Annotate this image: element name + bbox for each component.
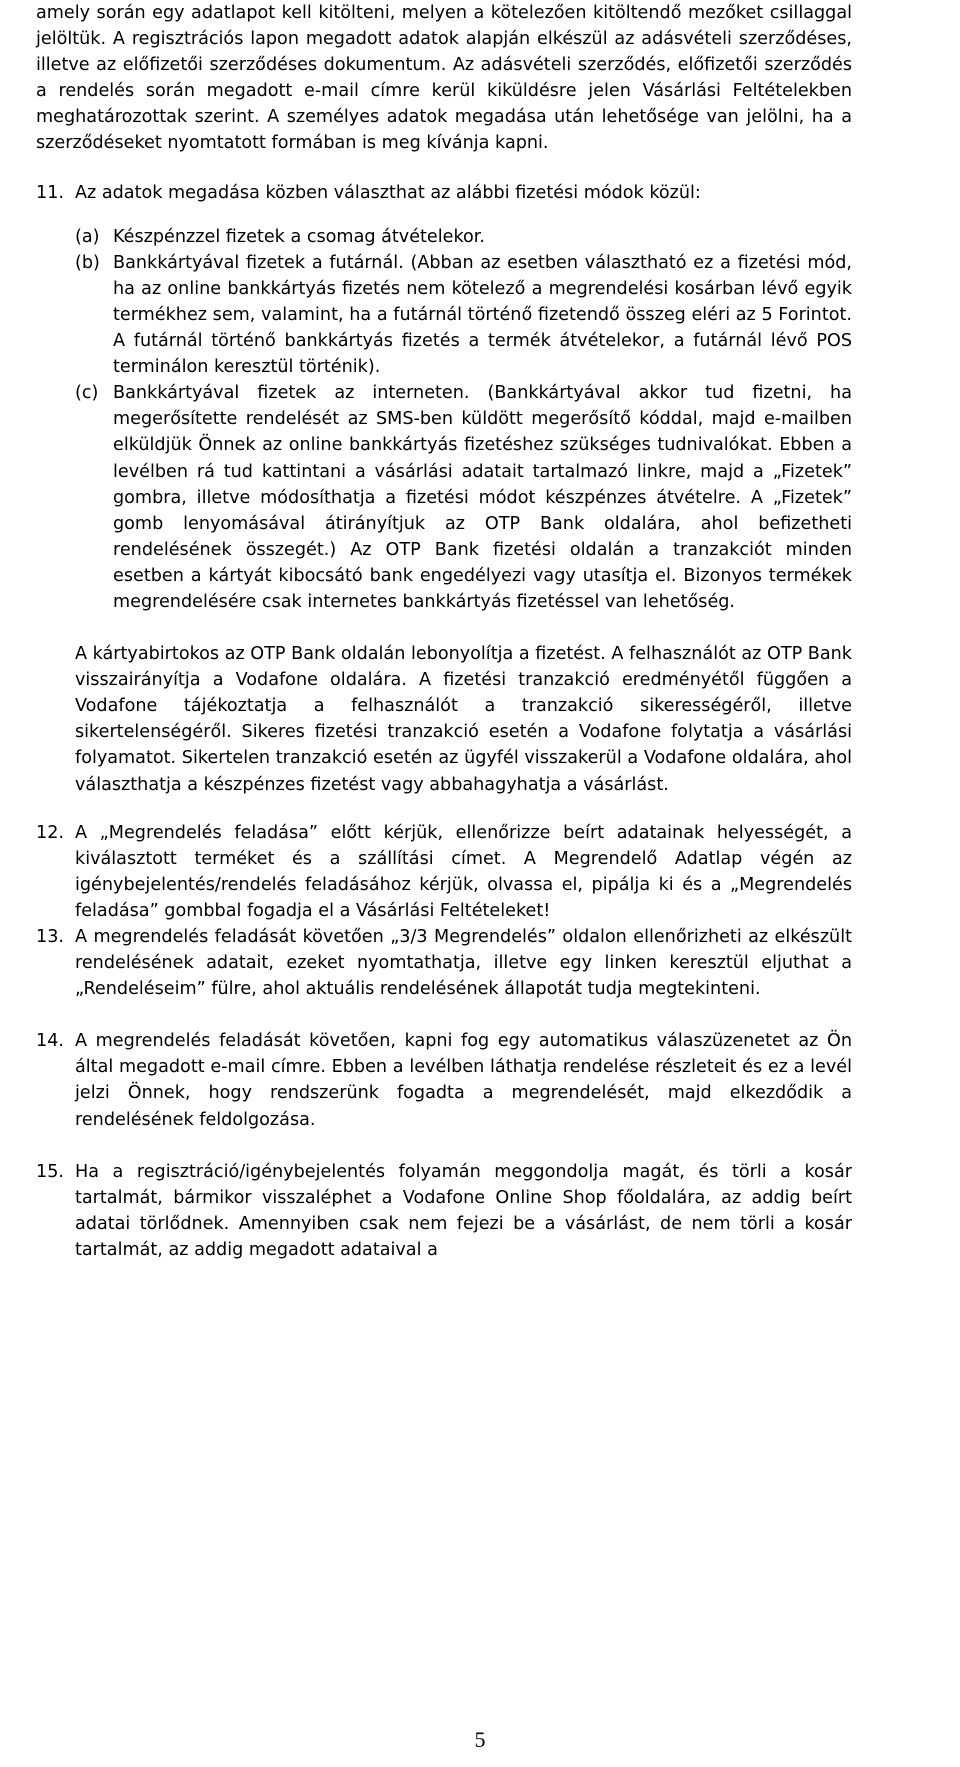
- list-number: 11.: [36, 182, 64, 203]
- option-label: (b): [75, 252, 100, 273]
- document-page: [36, 0, 852, 1263]
- list-item-11: [36, 180, 852, 206]
- page-number: 5: [474, 1727, 486, 1752]
- intro-paragraph: amely során egy adatlapot kell kitölteni, melyen a kötelezően kitöltendő mezőket csillaggal jelöltük. A regisztrációs lapon megadott adatok alapján elkészül az adásvételi szerződéses, illetve az előfizetői szerződéses dokumentum. Az adásvételi szerződés, előfizetői szerződés a rendelés során megadott e-mail címre kerül kiküldésre jelen Vásárlási Feltételekben meghatározottak szerint. A személyes adatok megadása után lehetősége van jelölni, ha a szerződéseket nyomtatott formában is meg kívánja kapni.: [36, 3, 852, 154]
- list-number: 12.: [36, 822, 64, 843]
- option-label: (c): [75, 383, 99, 404]
- otp-paragraph: A kártyabirtokos az OTP Bank oldalán lebonyolítja a fizetést. A felhasználót az OTP Bank visszairányítja a Vodafone oldalára. A fizetési tranzakció eredményétől függően a Vodafone tájékoztatja a felhasználót a tranzakció sikerességéről, illetve sikertelenségéről. Sikeres fizetési tranzakció esetén a Vodafone folytatja a vásárlási folyamatot. Sikertelen tranzakció esetén az ügyfél visszakerül a Vodafone oldalára, ahol választhatja a készpénzes fizetést vagy abbahagyhatja a vásárlást.: [75, 644, 852, 795]
- option-label: (a): [75, 226, 100, 247]
- payment-option-b: [75, 250, 852, 380]
- list-item-14: [36, 1028, 852, 1132]
- list-item-text: Az adatok megadása közben választhat az alábbi fizetési módok közül:: [75, 182, 701, 203]
- list-item-text: A megrendelés feladását követően „3/3 Megrendelés” oldalon ellenőrizheti az elkészült rendelésének adatait, ezeket nyomtathatja, illetve egy linken keresztül eljuthat a „Rendeléseim” fülre, ahol aktuális rendelésének állapotát tudja megtekinteni.: [75, 927, 852, 1000]
- list-number: 14.: [36, 1031, 64, 1052]
- payment-option-a: [75, 224, 852, 250]
- payment-option-c: [75, 380, 852, 615]
- list-item-12: [36, 820, 852, 924]
- list-number: 15.: [36, 1161, 64, 1182]
- list-item-text: A „Megrendelés feladása” előtt kérjük, ellenőrizze beírt adatainak helyességét, a kiválasztott terméket és a szállítási címet. A Megrendelő Adatlap végén az igénybejelentés/rendelés feladásához kérjük, olvassa el, pipálja ki és a „Megrendelés feladása” gombbal fogadja el a Vásárlási Feltételeket!: [75, 822, 852, 921]
- list-item-text: Ha a regisztráció/igénybejelentés folyamán meggondolja magát, és törli a kosár tartalmát, bármikor visszaléphet a Vodafone Online Shop főoldalára, az addig beírt adatai törlődnek. Amennyiben csak nem fejezi be a vásárlást, de nem törli a kosár tartalmát, az addig megadott adataival a: [75, 1161, 852, 1260]
- list-item-text: A megrendelés feladását követően, kapni fog egy automatikus válaszüzenetet az Ön által megadott e-mail címre. Ebben a levélben láthatja rendelése részleteit és ez a levél jelzi Önnek, hogy rendszerünk fogadta a megrendelését, majd elkezdődik a rendelésének feldolgozása.: [75, 1031, 852, 1130]
- option-text: Készpénzzel fizetek a csomag átvételekor.: [113, 226, 485, 247]
- list-item-15: [36, 1159, 852, 1263]
- option-text: Bankkártyával fizetek a futárnál. (Abban az esetben választható ez a fizetési mód, ha az online bankkártyás fizetés nem kötelező a megrendelési kosárban lévő egyik termékhez sem, valamint, ha a futárnál történő fizetendő összeg eléri az 5 Forintot. A futárnál történő bankkártyás fizetés a termék átvételekor, a futárnál lévő POS terminálon keresztül történik).: [113, 252, 852, 378]
- option-text: Bankkártyával fizetek az interneten. (Bankkártyával akkor tud fizetni, ha megerősítette rendelését az SMS-ben küldött megerősítő kóddal, majd e-mailben elküldjük Önnek az online bankkártyás fizetéshez szükséges tudnivalókat. Ebben a levélben rá tud kattintani a vásárlási adatait tartalmazó linkre, majd a „Fizetek” gombra, illetve módosíthatja a fizetési módot készpénzes átvételre. A „Fizetek” gomb lenyomásával átirányítjuk az OTP Bank oldalára, ahol befizetheti rendelésének összegét.) Az OTP Bank fizetési oldalán a tranzakciót minden esetben a kártyát kibocsátó bank engedélyezi vagy utasítja el. Bizonyos termékek megrendelésére csak internetes bankkártyás fizetéssel van lehetőség.: [113, 383, 852, 612]
- list-item-13: [36, 924, 852, 1002]
- list-number: 13.: [36, 927, 64, 947]
